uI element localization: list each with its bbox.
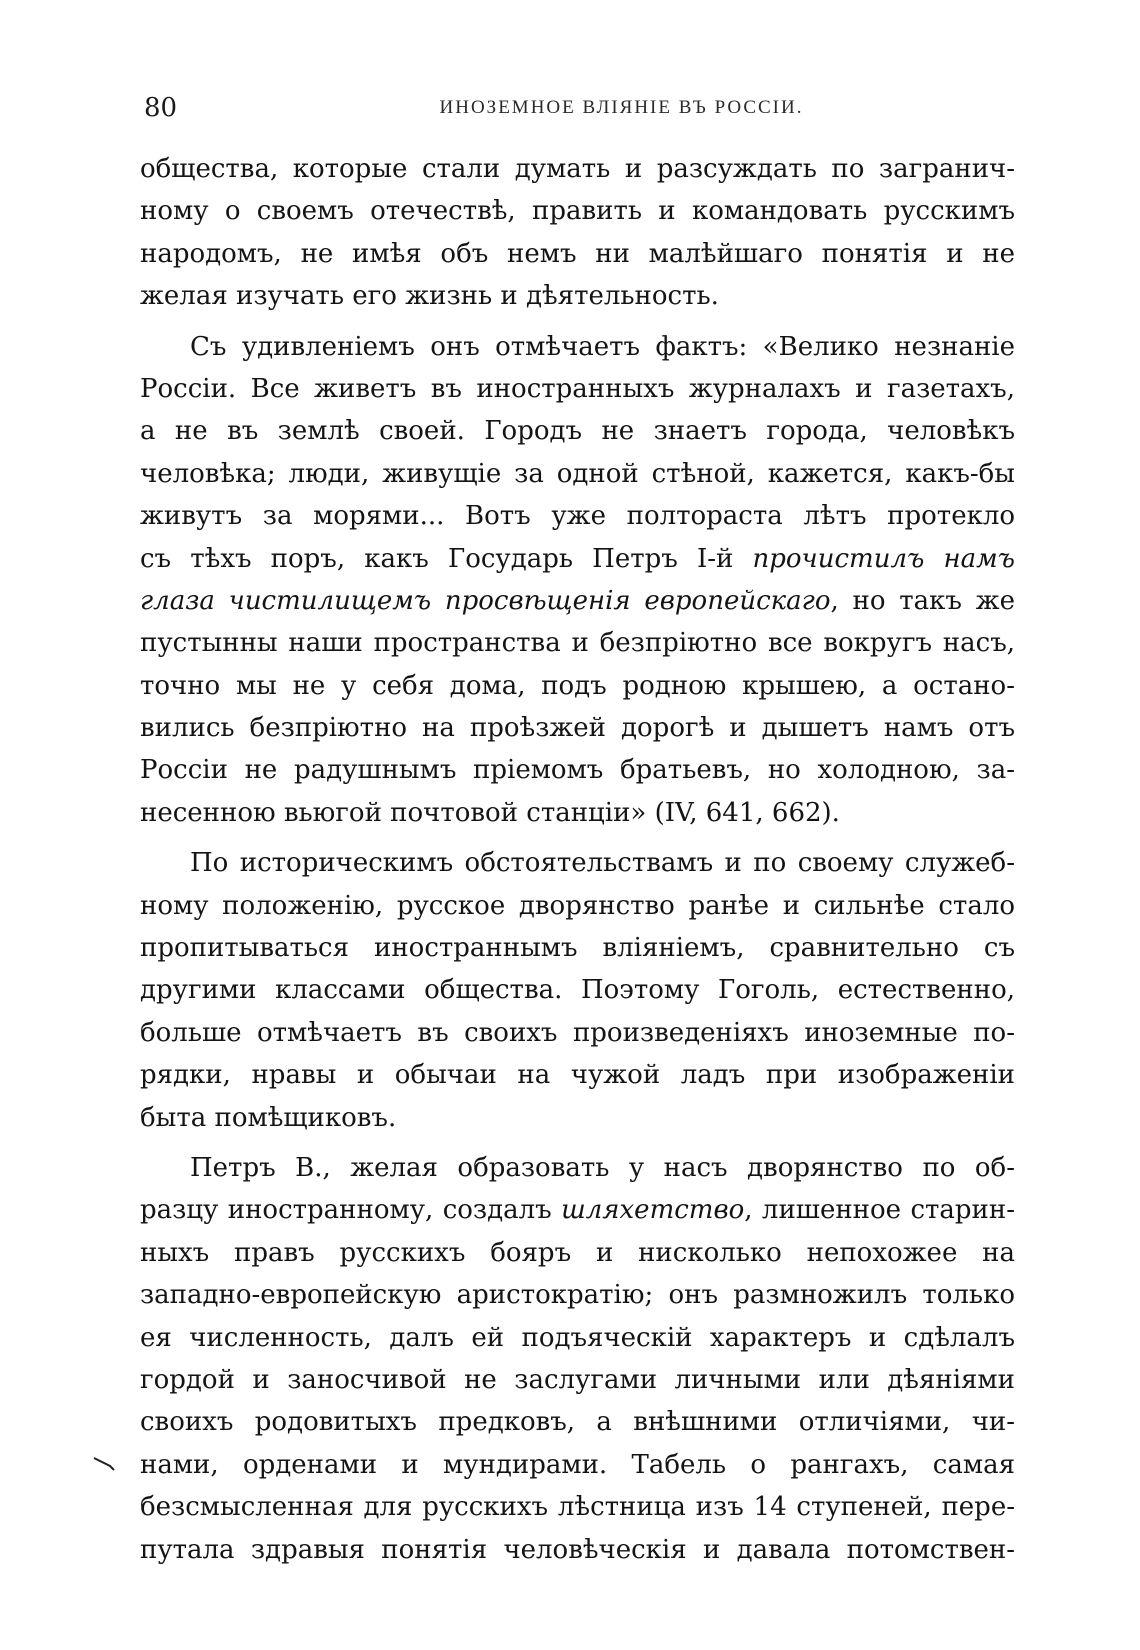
running-title: ИНОЗЕМНОЕ ВЛІЯНІЕ ВЪ РОССІИ. [439, 97, 804, 118]
paragraph-2 [140, 326, 1015, 835]
text-segment: , но такъ же [830, 585, 1015, 616]
text-segment: , лишенное старин- [744, 1195, 1015, 1226]
text-line: нами, орденами и мундирами. Табель о рангахъ, самая [140, 1449, 1015, 1480]
text-line: безсмысленная для русскихъ лѣстница изъ 14 ступеней, пере- [140, 1492, 1015, 1523]
text-line: Съ удивленіемъ онъ отмѣчаетъ фактъ: «Велико незнаніе [190, 331, 1015, 362]
text-line: а не въ землѣ своей. Городъ не знаетъ города, человѣкъ [140, 416, 1015, 447]
page-number: 80 [144, 93, 178, 123]
text-line-with-italic [140, 580, 1015, 622]
text-line: народомъ, не имѣя объ немъ ни малѣйшаго понятія и не [140, 238, 1015, 269]
text-line: несенною вьюгой почтовой станціи» (IV, 641, 662). [140, 797, 840, 828]
text-line: По историческимъ обстоятельствамъ и по своему служеб- [190, 848, 1015, 879]
text-line: живутъ за морями... Вотъ уже полтораста лѣтъ протекло [140, 501, 1015, 532]
running-head [144, 88, 1014, 128]
text-line: точно мы не у себя дома, подъ родною крышею, а остано- [140, 670, 1015, 701]
paragraph-1 [140, 148, 1015, 318]
text-segment: разцу иностранному, создалъ [140, 1195, 552, 1226]
text-line: другими классами общества. Поэтому Гоголь, естественно, [140, 975, 1015, 1006]
text-line: рядки, нравы и обычаи на чужой ладъ при изображеніи [140, 1060, 1015, 1091]
text-line: ея численность, далъ ей подъяческій характеръ и сдѣлалъ [140, 1322, 1015, 1353]
text-line: больше отмѣчаетъ въ своихъ произведеніяхъ иноземные по- [140, 1017, 1015, 1048]
text-line: гордой и заносчивой не заслугами личными или дѣяніями [140, 1364, 1015, 1395]
text-line: общества, которые стали думать и разсуждать по загранич- [140, 154, 1015, 184]
italic-phrase: глаза чистилищемъ просвѣщенія европейскаго [140, 585, 831, 616]
text-line-with-italic [140, 1189, 1015, 1231]
text-line: ныхъ правъ русскихъ бояръ и нисколько непохожее на [140, 1237, 1015, 1268]
text-line: Россіи не радушнымъ пріемомъ братьевъ, но холодною, за- [140, 755, 1015, 786]
text-line: западно-европейскую аристократію; онъ размножилъ только [140, 1280, 1015, 1311]
text-line: человѣка; люди, живущіе за одной стѣной, кажется, какъ-бы [140, 458, 1015, 489]
text-line: быта помѣщиковъ. [140, 1102, 397, 1133]
text-line: Россіи. Все живетъ въ иностранныхъ журналахъ и газетахъ, [140, 373, 1015, 404]
text-line: ному положенію, русское дворянство ранѣе и сильнѣе стало [140, 890, 1015, 921]
text-line: ному о своемъ отечествѣ, править и командовать русскимъ [140, 196, 1015, 227]
text-line: пустынны наши пространства и безпріютно все вокругъ насъ, [140, 628, 1015, 659]
text-line: вились безпріютно на проѣзжей дорогѣ и дышетъ намъ отъ [140, 713, 1015, 744]
text-segment: съ тѣхъ поръ, какъ Государь Петръ I-й [140, 543, 734, 574]
body-text [140, 148, 1015, 1571]
text-line: своихъ родовитыхъ предковъ, а внѣшними отличіями, чи- [140, 1407, 1015, 1438]
italic-phrase: шляхетство [561, 1195, 745, 1226]
text-line: желая изучать его жизнь и дѣятельность. [140, 281, 719, 312]
text-line-with-italic [140, 538, 1015, 580]
scan-mark-icon [92, 1452, 122, 1472]
paragraph-3 [140, 842, 1015, 1139]
text-line: путала здравыя понятія человѣческія и давала потомствен- [140, 1534, 1015, 1565]
text-line: пропитываться иностраннымъ вліяніемъ, сравнительно съ [140, 933, 1015, 964]
italic-phrase: прочистилъ намъ [752, 543, 1015, 574]
paragraph-4 [140, 1147, 1015, 1571]
text-line: Петръ В., желая образовать у насъ дворянство по об- [190, 1152, 1015, 1183]
